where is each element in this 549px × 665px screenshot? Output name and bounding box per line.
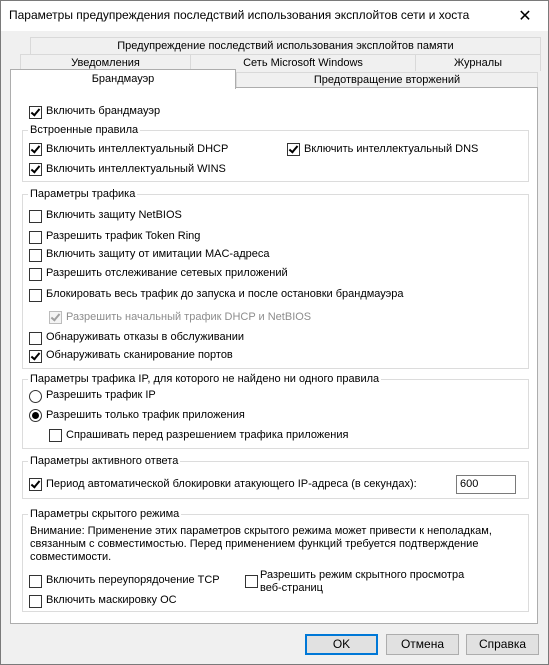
app-tracking-label: Разрешить отслеживание сетевых приложений	[46, 267, 288, 279]
tab-label: Брандмауэр	[91, 73, 155, 85]
detect-dos-label: Обнаруживать отказы в обслуживании	[46, 331, 244, 343]
tab-label: Уведомления	[71, 57, 140, 69]
os-masking-checkbox[interactable]	[29, 595, 42, 608]
ask-before-allow-label: Спрашивать перед разрешением трафика приложения	[66, 429, 349, 441]
enable-firewall-checkbox[interactable]	[29, 106, 42, 119]
cancel-button[interactable]: Отмена	[386, 634, 459, 655]
window-title: Параметры предупреждения последствий использования эксплойтов сети и хоста	[9, 8, 470, 22]
block-period-input[interactable]: 600	[456, 475, 516, 494]
tab-label: Предупреждение последствий использования эксплойтов памяти	[117, 40, 454, 52]
enable-firewall-label: Включить брандмауэр	[46, 105, 161, 117]
smart-wins-checkbox[interactable]	[29, 163, 42, 176]
smart-dhcp-checkbox[interactable]	[29, 143, 42, 156]
tab-label: Сеть Microsoft Windows	[243, 57, 363, 69]
help-button[interactable]: Справка	[466, 634, 539, 655]
auto-block-label: Период автоматической блокировки атакующего IP-адреса (в секундах):	[46, 478, 417, 490]
netbios-protection-checkbox[interactable]	[29, 210, 42, 223]
detect-dos-checkbox[interactable]	[29, 332, 42, 345]
token-ring-label: Разрешить трафик Token Ring	[46, 230, 201, 242]
tab-label: Предотвращение вторжений	[313, 74, 461, 86]
allow-ip-traffic-radio[interactable]	[29, 390, 42, 403]
stealth-warning-text: Внимание: Применение этих параметров скрытого режима может привести к неполадкам, связанным с совместимостью. Перед применением функций требуется подтверждение совместимости.	[30, 525, 492, 563]
initial-dhcp-netbios-checkbox[interactable]	[49, 311, 62, 324]
detect-port-scan-checkbox[interactable]	[29, 350, 42, 363]
token-ring-checkbox[interactable]	[29, 231, 42, 244]
tab-memory-exploits[interactable]	[30, 37, 541, 54]
ip-traffic-title: Параметры трафика IP, для которого не найдено ни одного правила	[30, 373, 380, 385]
mac-spoofing-checkbox[interactable]	[29, 249, 42, 262]
os-masking-label: Включить маскировку ОС	[46, 594, 177, 606]
builtin-rules-title: Встроенные правила	[30, 124, 139, 136]
stealth-browsing-checkbox[interactable]	[245, 575, 258, 588]
initial-dhcp-netbios-label: Разрешить начальный трафик DHCP и NetBIOS	[66, 311, 312, 323]
netbios-protection-label: Включить защиту NetBIOS	[46, 209, 182, 221]
mac-spoofing-label: Включить защиту от имитации MAC-адреса	[46, 248, 270, 260]
tab-logs[interactable]	[415, 54, 541, 71]
allow-ip-traffic-label: Разрешить трафик IP	[46, 389, 156, 401]
block-all-traffic-checkbox[interactable]	[29, 289, 42, 302]
tcp-reorder-label: Включить переупорядочение TCP	[46, 574, 220, 586]
allow-app-traffic-label: Разрешить только трафик приложения	[46, 409, 245, 421]
stealth-title: Параметры скрытого режима	[30, 508, 180, 520]
detect-port-scan-label: Обнаруживать сканирование портов	[46, 349, 233, 361]
tab-firewall[interactable]	[10, 69, 236, 89]
tab-label: Журналы	[453, 57, 503, 69]
smart-dhcp-label: Включить интеллектуальный DHCP	[46, 143, 229, 155]
stealth-browsing-label: Разрешить режим скрытного просмотра	[260, 569, 465, 581]
ask-before-allow-checkbox[interactable]	[49, 429, 62, 442]
tab-intrusion-prevention[interactable]	[236, 72, 538, 88]
smart-dns-label: Включить интеллектуальный DNS	[304, 143, 479, 155]
traffic-settings-title: Параметры трафика	[30, 188, 136, 200]
title-bar	[1, 1, 548, 31]
app-tracking-checkbox[interactable]	[29, 268, 42, 281]
active-response-title: Параметры активного ответа	[30, 455, 179, 467]
allow-app-traffic-radio[interactable]	[29, 409, 42, 422]
auto-block-checkbox[interactable]	[29, 478, 42, 491]
stealth-browsing-label-cont: веб-страниц	[260, 582, 323, 594]
smart-dns-checkbox[interactable]	[287, 143, 300, 156]
tcp-reorder-checkbox[interactable]	[29, 575, 42, 588]
smart-wins-label: Включить интеллектуальный WINS	[46, 163, 226, 175]
ok-button[interactable]: OK	[305, 634, 378, 655]
close-icon[interactable]: ✕	[518, 8, 532, 25]
block-all-traffic-label: Блокировать весь трафик до запуска и после остановки брандмауэра	[46, 288, 404, 300]
